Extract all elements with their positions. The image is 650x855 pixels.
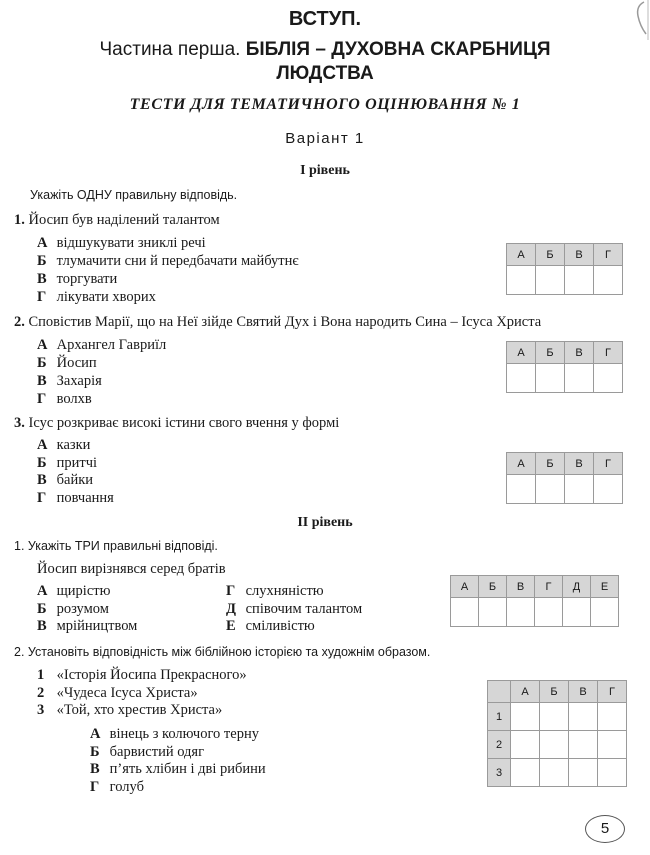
option[interactable]: Г слухняністю — [226, 583, 324, 599]
level-2-title: ІІ рівень — [297, 515, 353, 530]
answer-cell[interactable] — [536, 266, 565, 295]
level-2-q1-text: Йосип вирізнявся серед братів — [37, 561, 226, 577]
question-1 — [14, 212, 220, 229]
match-cell[interactable] — [598, 703, 627, 731]
match-cell[interactable] — [598, 759, 627, 787]
story-item: 3 «Той, хто хрестив Христа» — [37, 702, 223, 718]
level-2-q1-options-left — [37, 583, 137, 636]
match-cell[interactable] — [540, 731, 569, 759]
images-list — [90, 726, 266, 796]
match-cell[interactable] — [511, 759, 540, 787]
question-1-options — [37, 234, 299, 306]
answer-grid-l2-q1: А Б В Г Д Е — [450, 575, 619, 627]
level-2-q2-instruction: 2. Установіть відповідність між біблійною історією та художнім образом. — [14, 645, 431, 659]
image-item: В п’ять хлібин і дві рибини — [90, 761, 266, 777]
level-1-instruction: Укажіть ОДНУ правильну відповідь. — [30, 188, 238, 202]
stories-list — [37, 667, 247, 720]
level-1-title: І рівень — [300, 163, 350, 178]
match-cell[interactable] — [540, 759, 569, 787]
image-item: Б барвистий одяг — [90, 743, 205, 760]
page-number: 5 — [585, 815, 625, 843]
part-title: БІБЛІЯ – ДУХОВНА СКАРБНИЦЯ ЛЮДСТВА — [245, 39, 551, 84]
image-item: Г голуб — [90, 778, 144, 795]
answer-cell[interactable] — [563, 598, 591, 627]
story-item: 2 «Чудеса Ісуса Христа» — [37, 684, 198, 701]
matching-grid: А Б В Г 1 2 3 — [487, 680, 627, 787]
question-number: 3. — [14, 415, 25, 431]
variant-label: Варіант 1 — [285, 130, 365, 147]
option[interactable]: Б тлумачити сни й передбачати майбутнє — [37, 253, 299, 269]
option[interactable]: Б розумом — [37, 600, 109, 617]
answer-cell[interactable] — [536, 475, 565, 504]
question-text: Сповістив Марії, що на Неї зійде Святий Дух і Вона народить Сина – Ісуса Христа — [28, 314, 542, 330]
question-number: 2. — [14, 314, 25, 330]
match-cell[interactable] — [511, 731, 540, 759]
option[interactable]: Б притчі — [37, 454, 98, 471]
match-cell[interactable] — [569, 759, 598, 787]
answer-grid-q1: А Б В Г — [506, 243, 623, 295]
answer-cell[interactable] — [594, 266, 623, 295]
question-2-options — [37, 336, 166, 408]
match-cell[interactable] — [569, 731, 598, 759]
option[interactable]: В байки — [37, 472, 94, 488]
part-prefix: Частина перша. — [99, 39, 241, 60]
option[interactable]: Г повчання — [37, 489, 114, 506]
level-2-q1-instruction: 1. Укажіть ТРИ правильні відповіді. — [14, 539, 218, 553]
answer-cell[interactable] — [507, 475, 536, 504]
tests-title: ТЕСТИ ДЛЯ ТЕМАТИЧНОГО ОЦІНЮВАННЯ № 1 — [129, 96, 521, 113]
option[interactable]: А відшукувати зниклі речі — [37, 235, 206, 251]
part-heading — [60, 38, 590, 86]
answer-cell[interactable] — [565, 475, 594, 504]
match-cell[interactable] — [598, 731, 627, 759]
answer-cell[interactable] — [507, 266, 536, 295]
question-text: Йосип був наділений талантом — [28, 212, 220, 228]
level-2-q1-options-right — [226, 583, 362, 636]
answer-cell[interactable] — [507, 364, 536, 393]
option[interactable]: В Захарія — [37, 373, 102, 389]
answer-cell[interactable] — [479, 598, 507, 627]
option[interactable]: А казки — [37, 437, 91, 453]
option[interactable]: Г волхв — [37, 391, 92, 407]
option[interactable]: В торгувати — [37, 271, 118, 287]
option[interactable]: Е сміливістю — [226, 618, 315, 634]
option[interactable]: А щирістю — [37, 583, 111, 599]
answer-cell[interactable] — [565, 266, 594, 295]
answer-cell[interactable] — [591, 598, 619, 627]
answer-cell[interactable] — [535, 598, 563, 627]
option[interactable]: Б Йосип — [37, 355, 97, 371]
answer-cell[interactable] — [536, 364, 565, 393]
option[interactable]: В мрійництвом — [37, 618, 138, 634]
option[interactable]: А Архангел Гавриїл — [37, 337, 167, 353]
match-cell[interactable] — [569, 703, 598, 731]
answer-cell[interactable] — [594, 475, 623, 504]
section-title: ВСТУП. — [288, 8, 362, 30]
question-2 — [14, 314, 541, 331]
answer-grid-q3: А Б В Г — [506, 452, 623, 504]
match-cell[interactable] — [511, 703, 540, 731]
answer-cell[interactable] — [451, 598, 479, 627]
option[interactable]: Д співочим талантом — [226, 600, 363, 617]
option[interactable]: Г лікувати хворих — [37, 289, 156, 305]
answer-cell[interactable] — [507, 598, 535, 627]
question-3-options — [37, 437, 114, 507]
image-item: А вінець з колючого терну — [90, 726, 259, 742]
match-cell[interactable] — [540, 703, 569, 731]
answer-cell[interactable] — [594, 364, 623, 393]
question-text: Ісус розкриває високі істини свого вчення у формі — [28, 415, 340, 431]
answer-grid-q2: А Б В Г — [506, 341, 623, 393]
question-number: 1. — [14, 212, 25, 228]
question-3 — [14, 415, 339, 432]
answer-cell[interactable] — [565, 364, 594, 393]
story-item: 1 «Історія Йосипа Прекрасного» — [37, 667, 247, 683]
